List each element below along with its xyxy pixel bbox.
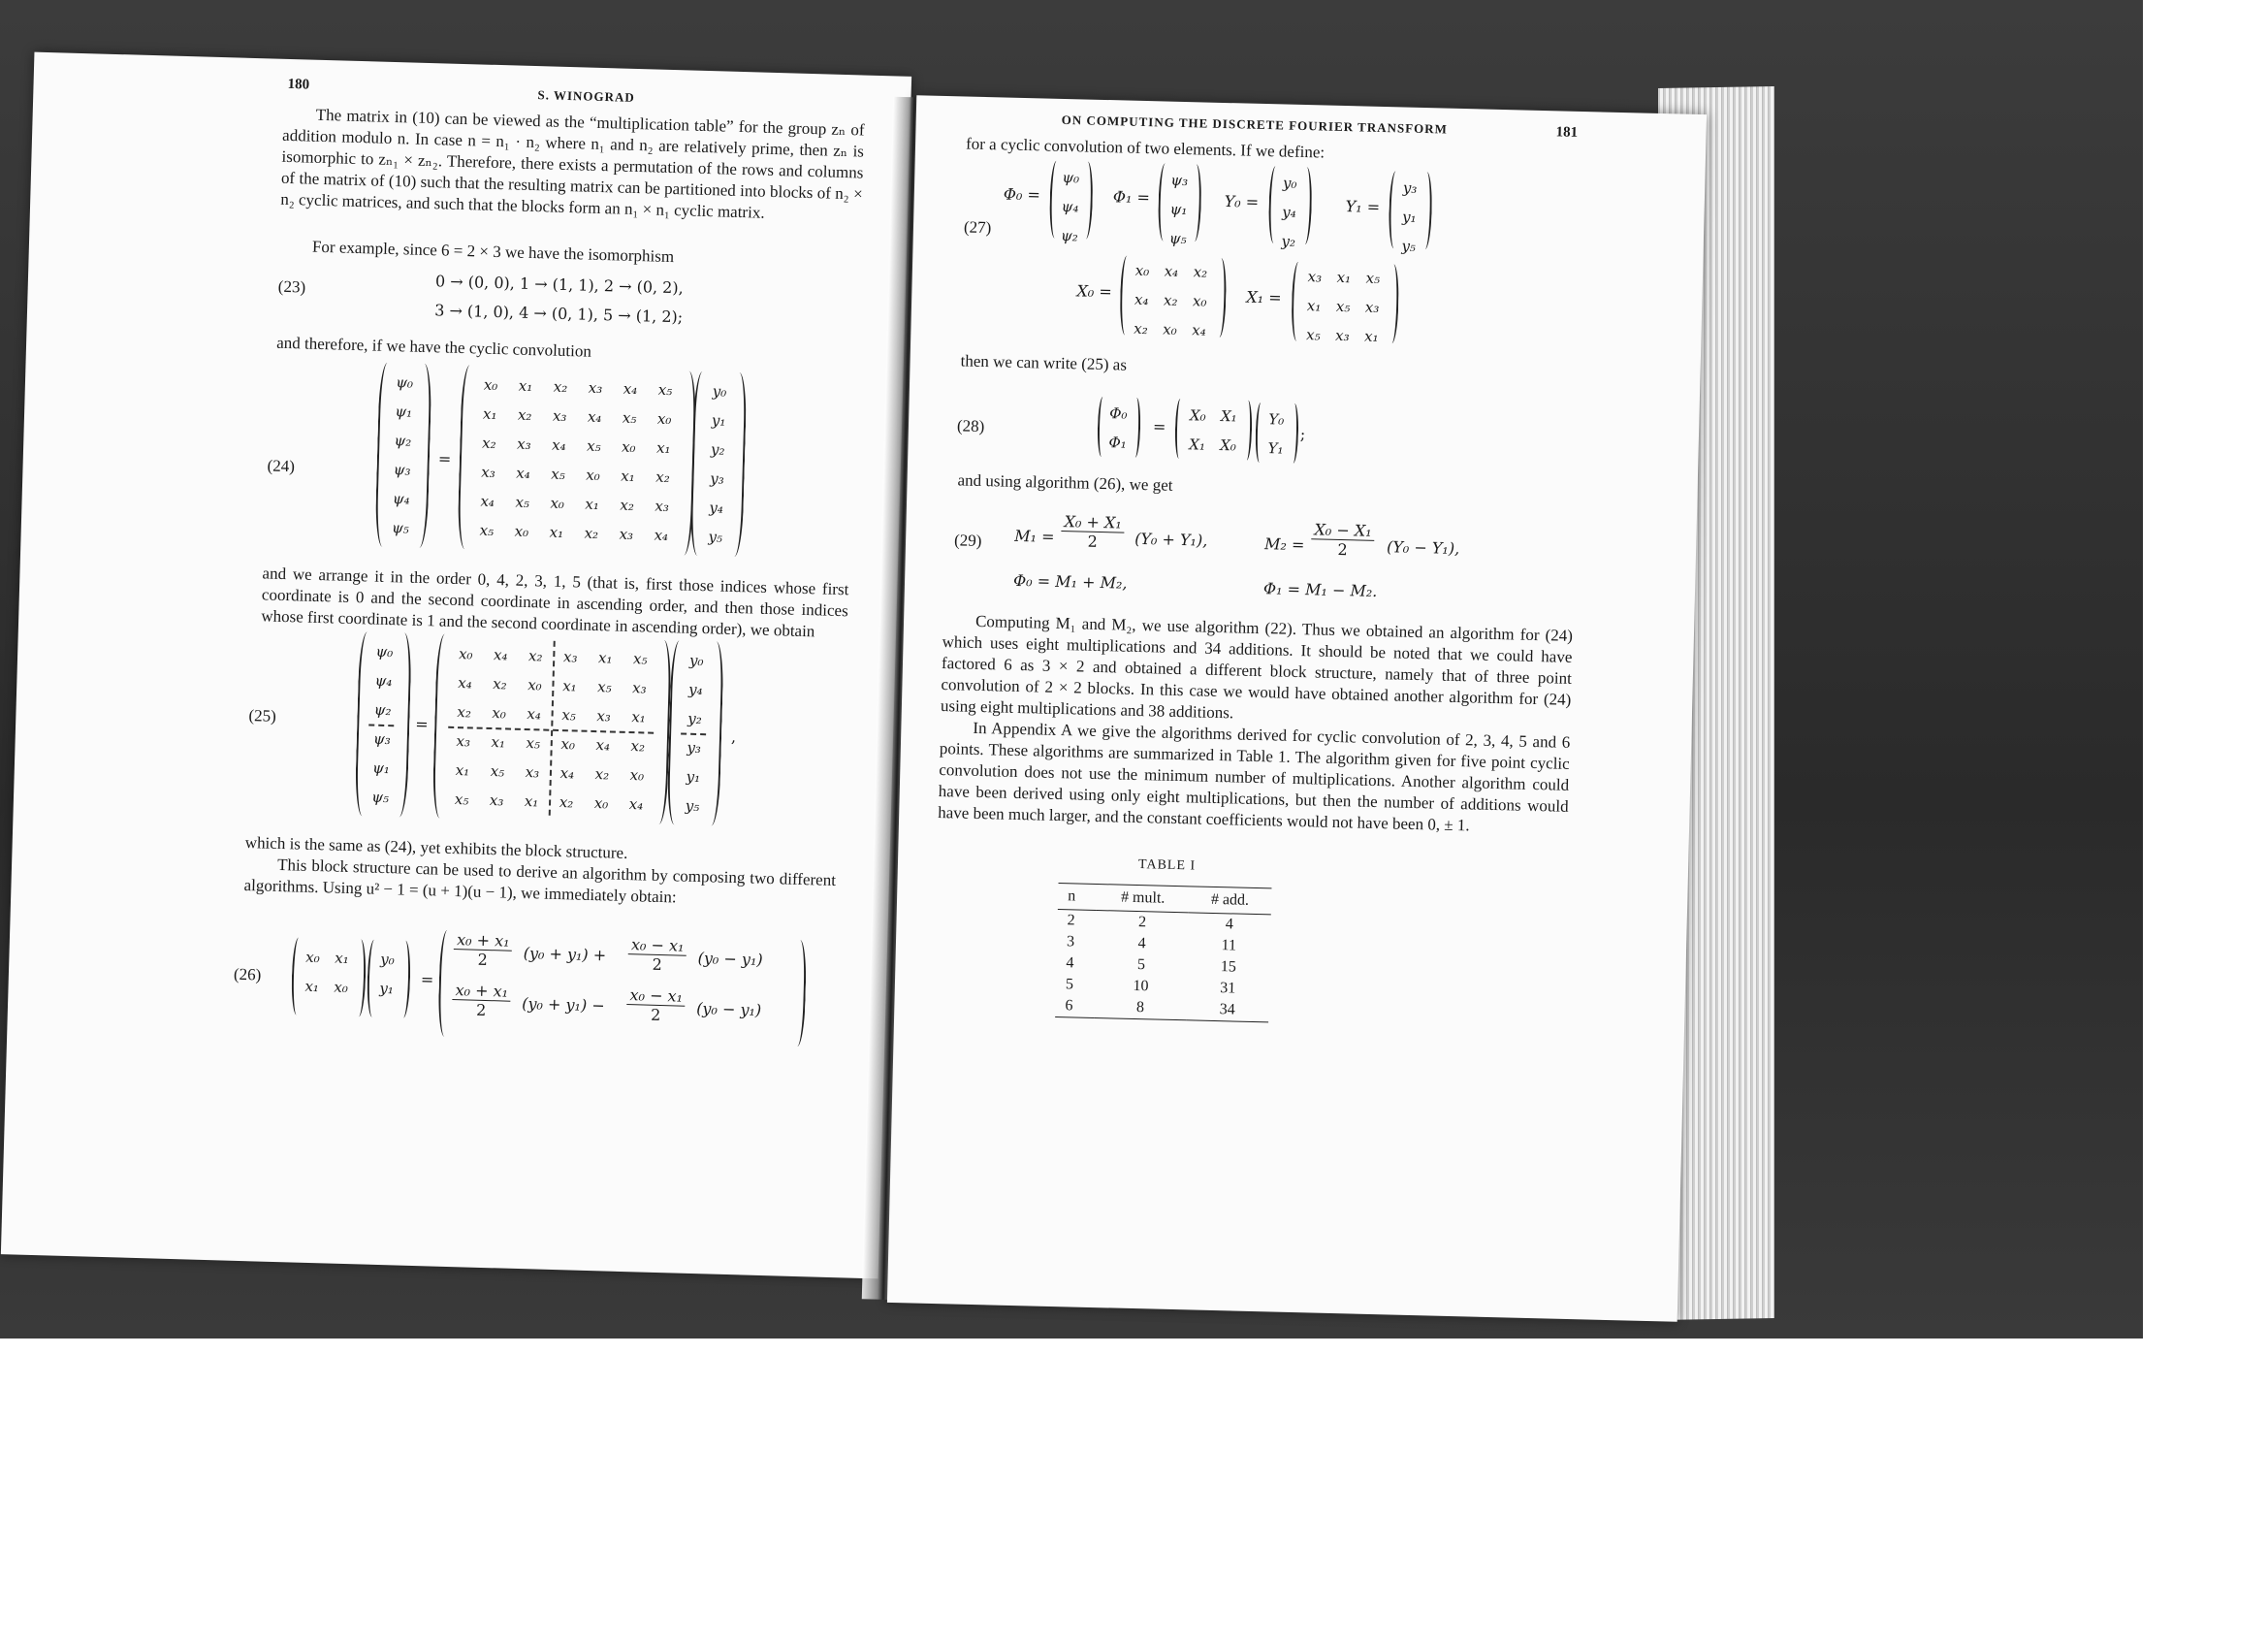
- table-cell: 5: [1136, 956, 1146, 974]
- eq29-M2-frac: [1311, 520, 1375, 560]
- eq27-phi0-entry: ψ₀: [1062, 168, 1080, 187]
- eq24-psi-entry: ψ₀: [395, 373, 414, 392]
- eq26-frac-plus-1-num: x₀ + x₁: [454, 930, 513, 952]
- eq25-y-entry: y₄: [687, 680, 703, 699]
- eq27-X1-label: X₁ =: [1246, 287, 1282, 307]
- eq25-matrix-cell: x₁: [631, 708, 647, 726]
- eq28-matrix-cell: X₁: [1189, 435, 1206, 454]
- eq27-Y1-entry: y₃: [1402, 178, 1418, 197]
- eq24-psi-entry: ψ₂: [394, 432, 412, 450]
- eq24-matrix-cell: x₄: [587, 407, 602, 427]
- eq26-frac-minus-2-num: x₀ − x₁: [626, 985, 686, 1007]
- eq24-matrix-cell: x₄: [654, 526, 669, 545]
- eq27-X0-label: X₀ =: [1076, 281, 1112, 302]
- eq24-matrix-cell: x₅: [622, 408, 637, 428]
- eq29-M2-num: X₀ − X₁: [1311, 520, 1375, 541]
- eq24-matrix-cell: x₄: [480, 492, 495, 511]
- eq24-matrix-cell: x₅: [551, 465, 566, 484]
- eq25-matrix-cell: x₄: [493, 646, 508, 664]
- table-cell: 15: [1220, 958, 1237, 976]
- eq27-X0-cell: x₀: [1163, 320, 1177, 339]
- left-para-6: This block structure can be used to derive an algorithm by composing two different algorithms. Using u² − 1 = (u + 1)(u − 1), we immediately obtain:: [243, 855, 837, 907]
- eq28-rhs-entry: Y₀: [1268, 410, 1285, 429]
- eq25-equals: =: [415, 714, 429, 734]
- eq27-X0-bracket-right: [1213, 258, 1227, 338]
- eq27-phi1-entry: ψ₁: [1169, 200, 1188, 219]
- left-para-2: For example, since 6 = 2 × 3 we have the isomorphism: [311, 237, 675, 267]
- eq25-psi-entry: ψ₁: [371, 758, 391, 778]
- eq24-matrix-cell: x₅: [515, 493, 530, 512]
- eq24-matrix-cell: x₃: [655, 497, 670, 516]
- eq24-matrix-cell: x₂: [584, 524, 599, 543]
- eq24-matrix-cell: x₁: [655, 438, 671, 458]
- eq25-matrix-cell: x₀: [458, 645, 473, 663]
- eq24-matrix-cell: x₁: [482, 404, 497, 424]
- eq27-X0-cell: x₀: [1192, 292, 1207, 310]
- eq25-psi-entry: ψ₅: [371, 788, 390, 807]
- eq25-y-entry: y₁: [686, 767, 701, 787]
- left-para-5: which is the same as (24), yet exhibits the block structure.: [244, 832, 628, 863]
- table-cell: 2: [1067, 912, 1075, 929]
- right-para-1: for a cyclic convolution of two elements. If we define:: [965, 134, 1326, 162]
- eq25-y-entry: y₂: [687, 709, 703, 728]
- eq25-matrix-cell: x₁: [455, 761, 470, 780]
- eq24-matrix-cell: x₀: [621, 437, 636, 457]
- eq27-X0-cell: x₂: [1193, 263, 1208, 281]
- eq25-psi-entry: ψ₄: [374, 671, 393, 691]
- eq28-mat-bracket-right: [1239, 400, 1253, 460]
- eq26-frac-minus-1: [627, 935, 687, 975]
- eq26-frac-minus-2: [626, 985, 687, 1025]
- eq26-x-matrix: [297, 943, 357, 1003]
- eq25-matrix-cell: x₄: [628, 795, 644, 814]
- eq29-M1-label: M₁ =: [1014, 526, 1055, 546]
- eq25-matrix-cell: x₂: [527, 647, 543, 665]
- eq27-X1-cell: x₃: [1364, 298, 1380, 316]
- eq27-X1-cell: x₁: [1336, 268, 1352, 287]
- table-cell: 3: [1066, 933, 1075, 951]
- eq26-rhs-bracket-right: [790, 940, 807, 1047]
- table-cell: 8: [1095, 996, 1187, 1020]
- table-cell: 34: [1186, 998, 1269, 1022]
- eq25-matrix-cell: x₀: [492, 704, 507, 723]
- eq25-matrix-cell: x₃: [489, 791, 504, 810]
- eq27-X0-cell: x₄: [1164, 262, 1179, 280]
- eq25-y-entry: y₃: [687, 738, 702, 758]
- eq24-matrix-cell: x₁: [549, 523, 564, 542]
- table-cell: 6: [1055, 995, 1095, 1017]
- eq24-matrix-cell: x₃: [481, 463, 496, 482]
- eq29-label: (29): [953, 531, 982, 551]
- eq25-matrix-cell: x₀: [527, 676, 542, 694]
- eq25-matrix-cell: x₃: [562, 648, 578, 666]
- eq26-frac-plus-1: [453, 930, 513, 970]
- left-para-4: and we arrange it in the order 0, 4, 2, 3, 1, 5 (that is, first those indices whose first coordinate is 0 and the second coordinate in ascending order, and then those indices whose first coordinate is 1 and the second coordinate in ascending order), we obtain: [261, 564, 849, 641]
- eq26-x-cell: x₀: [305, 948, 321, 967]
- eq24-matrix-cell: x₃: [516, 435, 531, 454]
- right-para-5: In Appendix A we give the algorithms derived for cyclic convolution of 2, 3, 4, 5 and 6 points. These algorithms are summarized in Table 1. The algorithm given for five point cyclic convolution does not use the minimum number of multiplications. Another algorithm could have been derived using only eight multiplications, but then the number of additions would have been much larger, and the constant coefficients would not have been 0, ± 1.: [938, 718, 1571, 835]
- eq25-matrix-cell: x₄: [457, 674, 472, 693]
- left-para-1: The matrix in (10) can be viewed as the “multiplication table” for the group zₙ of addition modulo n. In case n = n₁ · n₂ where n₁ and n₂ are relatively prime, then zₙ is isomorphic to zₙ₁ × zₙ₂. Therefore, there exists a permutation of the rows and columns of the matrix of (10) such that the resulting matrix can be partitioned into blocks of n₂ × n₂ cyclic matrices, and such that the blocks form an n₁ × n₁ cyclic matrix.: [280, 105, 865, 222]
- eq27-X0-matrix: [1126, 256, 1215, 345]
- right-para-3: and using algorithm (26), we get: [957, 470, 1173, 495]
- eq24-psi-entry: ψ₄: [392, 490, 410, 508]
- eq23-line-1: 0 → (0, 0), 1 → (1, 1), 2 → (0, 2),: [434, 272, 684, 298]
- eq29-M1-frac: [1061, 512, 1125, 552]
- left-running-head: S. WINOGRAD: [537, 87, 635, 105]
- eq27-X0-cell: x₂: [1134, 319, 1148, 339]
- eq24-matrix-cell: x₀: [586, 466, 601, 485]
- eq25-psi-entry: ψ₃: [372, 729, 391, 749]
- eq27-X1-cell: x₃: [1307, 268, 1323, 286]
- table-cell: 4: [1225, 916, 1234, 933]
- eq26-y-entry: y₁: [379, 979, 395, 998]
- eq25-matrix-cell: x₂: [594, 765, 610, 784]
- eq24-matrix-cell: x₄: [516, 464, 531, 483]
- eq25-matrix-cell: x₁: [597, 649, 613, 667]
- eq24-matrix-cell: x₁: [585, 495, 600, 514]
- eq26-equals: =: [420, 970, 434, 989]
- eq24-matrix-cell: x₃: [552, 406, 567, 426]
- eq27-X0-cell: x₄: [1134, 290, 1149, 309]
- left-page-number: 180: [287, 76, 310, 93]
- eq29-M1-tail: (Y₀ + Y₁),: [1134, 529, 1208, 550]
- table-body: [1055, 910, 1271, 1022]
- eq25-label: (25): [248, 706, 277, 726]
- eq27-X1-cell: x₅: [1305, 326, 1321, 344]
- eq24-matrix-cell: x₄: [623, 379, 638, 399]
- eq25-matrix-cell: x₃: [456, 732, 471, 751]
- eq25-matrix-cell: x₁: [561, 677, 577, 695]
- table-header-cell: # mult.: [1097, 885, 1189, 913]
- eq29-M2-label: M₂ =: [1263, 534, 1305, 555]
- eq28-rhs-entry: Y₁: [1267, 439, 1284, 458]
- table-cell: 4: [1137, 935, 1146, 952]
- eq24-matrix: [468, 370, 683, 550]
- eq24-matrix-cell: x₂: [517, 405, 532, 425]
- eq24-psi-entry: ψ₃: [393, 461, 411, 479]
- eq27-phi1-label: Φ₁ =: [1112, 187, 1151, 208]
- eq27-X1-cell: x₁: [1306, 297, 1322, 315]
- table-header-cell: # add.: [1188, 887, 1271, 915]
- right-page: [887, 95, 1707, 1322]
- eq28-equals: =: [1152, 417, 1166, 436]
- eq25-matrix-cell: x₂: [630, 737, 646, 756]
- eq28-lhs-entry: Φ₀: [1109, 404, 1128, 423]
- eq25-matrix-cell: x₅: [454, 790, 469, 809]
- left-para-3: and therefore, if we have the cyclic convolution: [275, 333, 592, 361]
- eq27-phi0-entry: ψ₄: [1061, 197, 1079, 216]
- eq28-matrix-cell: X₁: [1220, 406, 1237, 426]
- eq26-rhs-bracket-left: [437, 930, 454, 1037]
- table-caption: TABLE I: [1137, 857, 1197, 874]
- eq28-matrix-cell: X₀: [1220, 435, 1237, 455]
- eq27-X0-cell: x₀: [1134, 261, 1150, 280]
- eq24-y-entry: y₁: [711, 411, 726, 430]
- eq26-row2-b: (y₀ − y₁): [695, 999, 762, 1019]
- eq27-X1-matrix: [1298, 262, 1388, 351]
- eq26-label: (26): [233, 964, 262, 984]
- eq27-Y1-entry: y₅: [1401, 237, 1417, 255]
- eq25-matrix-cell: x₅: [561, 706, 577, 725]
- eq27-Y0-entry: y₀: [1282, 174, 1297, 192]
- eq24-matrix-cell: x₂: [655, 468, 670, 487]
- table-cell: 10: [1133, 977, 1149, 995]
- eq24-matrix-cell: x₅: [479, 521, 495, 540]
- eq25-matrix-cell: x₀: [560, 735, 576, 754]
- eq26-x-cell: x₀: [334, 978, 349, 997]
- eq25-matrix-cell: x₄: [527, 705, 542, 724]
- eq26-y-entry: y₀: [380, 950, 396, 969]
- eq24-matrix-cell: x₀: [483, 375, 498, 395]
- table-cell: 2: [1137, 914, 1147, 931]
- eq28-semicolon: ;: [1299, 425, 1306, 444]
- eq26-frac-plus-1-den: 2: [477, 950, 489, 970]
- eq26-row1-a: (y₀ + y₁) +: [523, 944, 607, 965]
- eq24-y-entry: y₅: [708, 528, 723, 546]
- eq27-X0-cell: x₂: [1163, 291, 1178, 309]
- eq24-matrix-cell: x₀: [514, 522, 529, 541]
- eq26-frac-minus-1-den: 2: [652, 954, 663, 975]
- eq26-x-cell: x₁: [335, 949, 350, 968]
- eq25-matrix-cell: x₀: [629, 766, 645, 785]
- eq24-matrix-cell: x₃: [588, 378, 603, 398]
- eq29-M1-num: X₀ + X₁: [1061, 512, 1125, 533]
- eq27-X1-cell: x₅: [1335, 297, 1351, 316]
- eq25-psi-entry: ψ₀: [375, 642, 394, 661]
- table-header-cell: n: [1058, 884, 1098, 911]
- eq25-matrix-cell: x₃: [631, 679, 647, 697]
- eq26-frac-plus-2: [452, 981, 512, 1020]
- eq27-phi1-entry: ψ₃: [1170, 171, 1189, 190]
- eq24-matrix-cell: x₃: [619, 525, 634, 544]
- table-cell: 5: [1065, 976, 1074, 993]
- eq24-equals: =: [437, 449, 452, 468]
- eq28-matrix: [1181, 401, 1244, 461]
- eq24-matrix-cell: x₁: [621, 467, 636, 486]
- eq28-rhs-bracket-right: [1286, 403, 1299, 464]
- eq24-matrix-cell: x₅: [586, 436, 601, 456]
- eq29-M2-tail: (Y₀ − Y₁),: [1386, 537, 1460, 559]
- eq25-matrix-cell: x₂: [559, 793, 574, 812]
- eq25-matrix-cell: x₄: [559, 764, 575, 783]
- right-page-number: 181: [1555, 124, 1579, 141]
- eq27-Y0-entry: y₂: [1281, 232, 1296, 250]
- eq25-matrix-cell: x₂: [492, 675, 507, 693]
- table-cell: 31: [1220, 980, 1236, 997]
- eq24-matrix-cell: x₀: [550, 494, 565, 513]
- eq27-Y1-entry: y₁: [1401, 208, 1417, 226]
- eq25-matrix-cell: x₅: [596, 678, 612, 696]
- eq27-Y0-label: Y₀ =: [1224, 192, 1260, 211]
- eq25-matrix-cell: x₂: [457, 703, 472, 722]
- eq25-matrix-cell: x₃: [596, 707, 612, 726]
- eq26-frac-minus-2-den: 2: [650, 1005, 661, 1025]
- eq25-matrix-cell: x₅: [490, 762, 505, 781]
- eq27-phi1-entry: ψ₅: [1168, 229, 1187, 248]
- right-para-2: then we can write (25) as: [960, 351, 1128, 374]
- eq24-matrix-cell: x₂: [481, 434, 496, 453]
- eq29-phi0: Φ₀ = M₁ + M₂,: [1012, 570, 1128, 593]
- eq27-Y1-label: Y₁ =: [1345, 197, 1381, 216]
- eq28-matrix-cell: X₀: [1189, 406, 1206, 425]
- eq24-y-entry: y₂: [710, 440, 725, 459]
- eq27-phi0-label: Φ₀ =: [1003, 184, 1041, 205]
- eq28-label: (28): [956, 416, 985, 436]
- eq25-psi-entry: ψ₂: [373, 700, 392, 720]
- eq25-y-entry: y₅: [685, 796, 700, 816]
- eq27-X1-cell: x₅: [1365, 269, 1381, 287]
- eq25-matrix-cell: x₁: [491, 733, 506, 752]
- eq27-label: (27): [963, 217, 992, 238]
- eq24-matrix-cell: x₄: [551, 435, 566, 455]
- eq24-psi-entry: ψ₅: [391, 519, 410, 537]
- eq29-phi1: Φ₁ = M₁ − M₂.: [1262, 579, 1378, 600]
- eq28-lhs-entry: Φ₁: [1108, 434, 1128, 452]
- eq27-X1-cell: x₃: [1334, 326, 1350, 345]
- eq27-X0-cell: x₄: [1192, 321, 1206, 339]
- eq25-matrix-cell: x₅: [526, 734, 541, 753]
- eq29-M1-den: 2: [1087, 532, 1099, 551]
- eq27-phi0-entry: ψ₂: [1060, 226, 1078, 245]
- eq24-y-entry: y₀: [712, 382, 727, 401]
- eq24-matrix-cell: x₂: [620, 496, 635, 515]
- eq28-lhs-bracket-right: [1128, 398, 1141, 458]
- eq27-Y0-entry: y₄: [1282, 203, 1296, 221]
- eq26-y-vector: [372, 945, 401, 1004]
- eq26-frac-plus-2-num: x₀ + x₁: [452, 981, 511, 1002]
- eq26-row2-a: (y₀ + y₁) −: [522, 994, 605, 1016]
- eq24-y-entry: y₄: [709, 499, 724, 517]
- eq26-frac-minus-1-num: x₀ − x₁: [628, 935, 687, 956]
- eq26-row1-b: (y₀ − y₁): [697, 949, 763, 969]
- eq25-y-entry: y₀: [688, 651, 704, 670]
- right-para-4: Computing M₁ and M₂, we use algorithm (22). Thus we obtained an algorithm for (24) which uses eight multiplications and 34 additions. It should be noted that we could have factored 6 as 3 × 2 and obtained a different block structure, namely that of three point convolution of 2 × 2 blocks. In this case we would have obtained another algorithm for (24) using eight multiplications and 38 additions.: [940, 611, 1574, 723]
- eq25-matrix-cell: x₄: [595, 736, 611, 755]
- table-cell: 4: [1066, 954, 1074, 972]
- eq29-M2-den: 2: [1337, 539, 1348, 560]
- table-row: [1055, 995, 1268, 1022]
- table-cell: 11: [1221, 937, 1237, 954]
- eq25-matrix-cell: x₃: [525, 763, 540, 782]
- eq23-label: (23): [277, 276, 306, 297]
- eq25-matrix-cell: x₅: [632, 650, 648, 668]
- eq24-y-entry: y₃: [709, 469, 724, 488]
- summary-table: [1055, 883, 1271, 1022]
- eq24-matrix-cell: x₂: [553, 377, 568, 397]
- eq24-matrix-cell: x₀: [656, 409, 672, 429]
- eq23-line-2: 3 → (1, 0), 4 → (0, 1), 5 → (1, 2);: [433, 301, 684, 327]
- eq27-X1-bracket-right: [1386, 264, 1399, 343]
- eq26-frac-plus-2-den: 2: [475, 1000, 487, 1019]
- right-running-head: ON COMPUTING THE DISCRETE FOURIER TRANSFORM: [1061, 112, 1449, 137]
- eq25-matrix-cell: x₁: [524, 792, 539, 811]
- eq27-X1-cell: x₁: [1363, 327, 1379, 345]
- eq25-matrix-cell: x₀: [593, 794, 609, 813]
- eq26-x-cell: x₁: [304, 977, 320, 996]
- eq25-trailing-comma: ,: [730, 726, 737, 747]
- eq24-matrix-cell: x₅: [657, 380, 673, 400]
- eq24-label: (24): [267, 456, 296, 476]
- left-page: [1, 52, 911, 1279]
- eq24-matrix-cell: x₁: [518, 376, 533, 396]
- eq24-psi-entry: ψ₁: [395, 403, 413, 421]
